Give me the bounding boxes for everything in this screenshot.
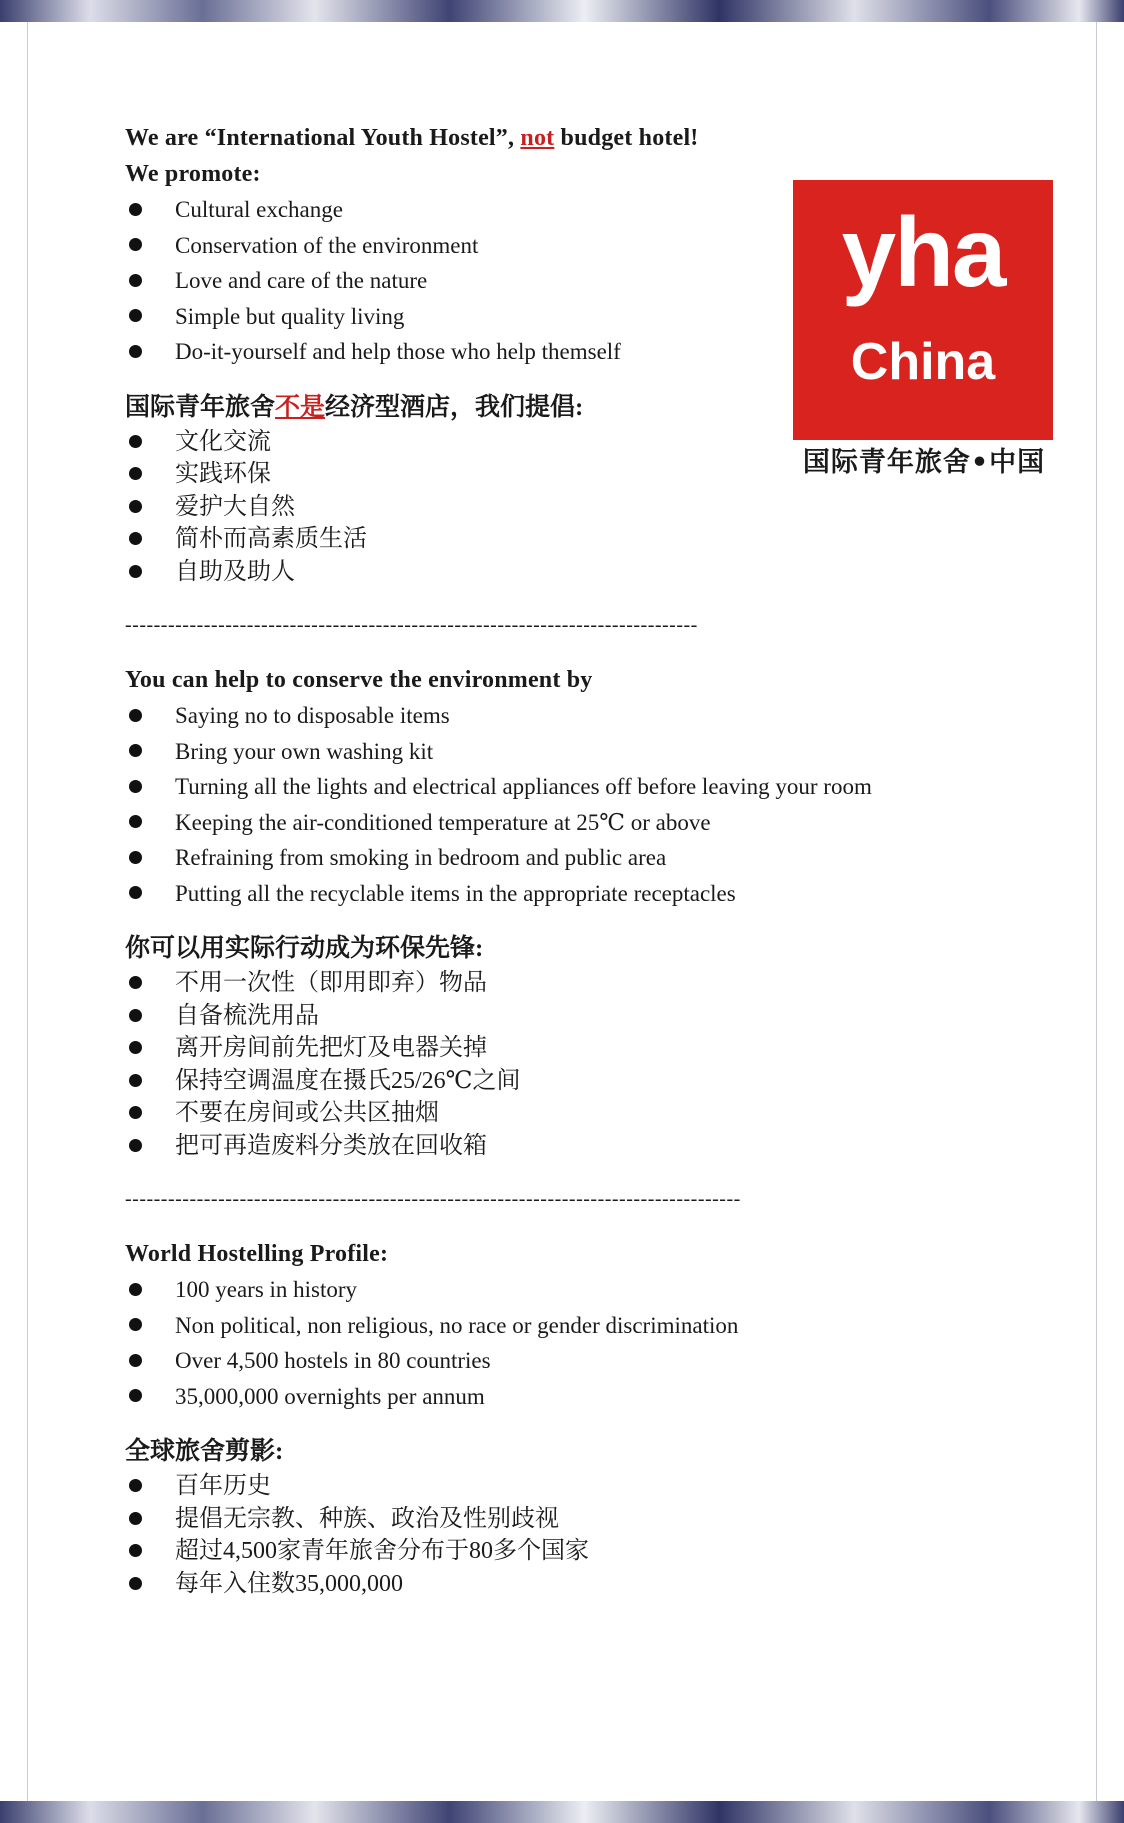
intro-zh-heading: [125, 390, 1025, 426]
list-item: Turning all the lights and electrical appliances off before leaving your room: [125, 769, 1025, 805]
logo-line2: China: [850, 333, 996, 391]
logo-caption: 国际青年旅舍•中国: [802, 447, 1046, 478]
list-item: Saying no to disposable items: [125, 698, 1025, 734]
conserve-list: [125, 698, 1025, 911]
profile-list-zh: [125, 1470, 1025, 1600]
list-item: 不要在房间或公共区抽烟: [125, 1097, 1025, 1130]
list-item: Non political, non religious, no race or gender discrimination: [125, 1308, 1025, 1344]
list-item: Simple but quality living: [125, 299, 1025, 335]
list-item: Cultural exchange: [125, 192, 1025, 228]
intro-zh-heading-highlight: 不是: [275, 393, 326, 421]
profile-heading: World Hostelling Profile:: [125, 1241, 389, 1267]
list-item: Over 4,500 hostels in 80 countries: [125, 1343, 1025, 1379]
intro-zh-heading-suffix: 经济型酒店，我们提倡:: [325, 393, 584, 421]
list-item: 每年入住数35,000,000: [125, 1568, 1025, 1601]
list-item: 爱护大自然: [125, 491, 1025, 524]
bottom-decorative-bar: [0, 1801, 1124, 1823]
list-item: 超过4,500家青年旅舍分布于80多个国家: [125, 1535, 1025, 1568]
list-item: Refraining from smoking in bedroom and public area: [125, 840, 1025, 876]
intro-heading-prefix: We are “International Youth Hostel”,: [125, 125, 521, 151]
list-item: 保持空调温度在摄氏25/26℃之间: [125, 1065, 1025, 1098]
list-item: 简朴而高素质生活: [125, 523, 1025, 556]
list-item: Bring your own washing kit: [125, 734, 1025, 770]
document-body: [125, 120, 1025, 1600]
promote-list-zh: [125, 426, 1025, 589]
list-item: 把可再造废料分类放在回收箱: [125, 1130, 1025, 1163]
list-item: 文化交流: [125, 426, 1025, 459]
promote-label: We promote:: [125, 161, 261, 187]
conserve-list-zh: [125, 967, 1025, 1162]
list-item: 35,000,000 overnights per annum: [125, 1379, 1025, 1415]
list-item: 100 years in history: [125, 1272, 1025, 1308]
list-item: 不用一次性（即用即弃）物品: [125, 967, 1025, 1000]
section-divider: --------------------------------------------------------------------------------: [125, 614, 698, 636]
list-item: Conservation of the environment: [125, 228, 1025, 264]
list-item: 自助及助人: [125, 556, 1025, 589]
intro-zh-heading-prefix: 国际青年旅舍: [125, 393, 276, 421]
left-border-line: [27, 22, 28, 1801]
profile-zh-heading: 全球旅舍剪影:: [125, 1438, 284, 1465]
list-item: 提倡无宗教、种族、政治及性别歧视: [125, 1503, 1025, 1536]
right-border-line: [1096, 22, 1097, 1801]
list-item: 自备梳洗用品: [125, 1000, 1025, 1033]
list-item: Do-it-yourself and help those who help themself: [125, 334, 1025, 370]
intro-heading-highlight: not: [520, 125, 555, 151]
intro-heading-suffix: budget hotel!: [554, 125, 699, 151]
list-item: 离开房间前先把灯及电器关掉: [125, 1032, 1025, 1065]
logo-line1: yha: [841, 197, 1005, 307]
list-item: 百年历史: [125, 1470, 1025, 1503]
conserve-heading: You can help to conserve the environment by: [125, 667, 593, 693]
profile-list: [125, 1272, 1025, 1414]
section-divider: --------------------------------------------------------------------------------------: [125, 1188, 741, 1210]
intro-heading: [125, 120, 1025, 156]
list-item: Love and care of the nature: [125, 263, 1025, 299]
list-item: 实践环保: [125, 458, 1025, 491]
top-decorative-bar: [0, 0, 1124, 22]
promote-list: [125, 192, 1025, 370]
list-item: Putting all the recyclable items in the appropriate receptacles: [125, 876, 1025, 912]
conserve-zh-heading: 你可以用实际行动成为环保先锋:: [125, 935, 484, 962]
list-item: Keeping the air-conditioned temperature at 25℃ or above: [125, 805, 1025, 841]
